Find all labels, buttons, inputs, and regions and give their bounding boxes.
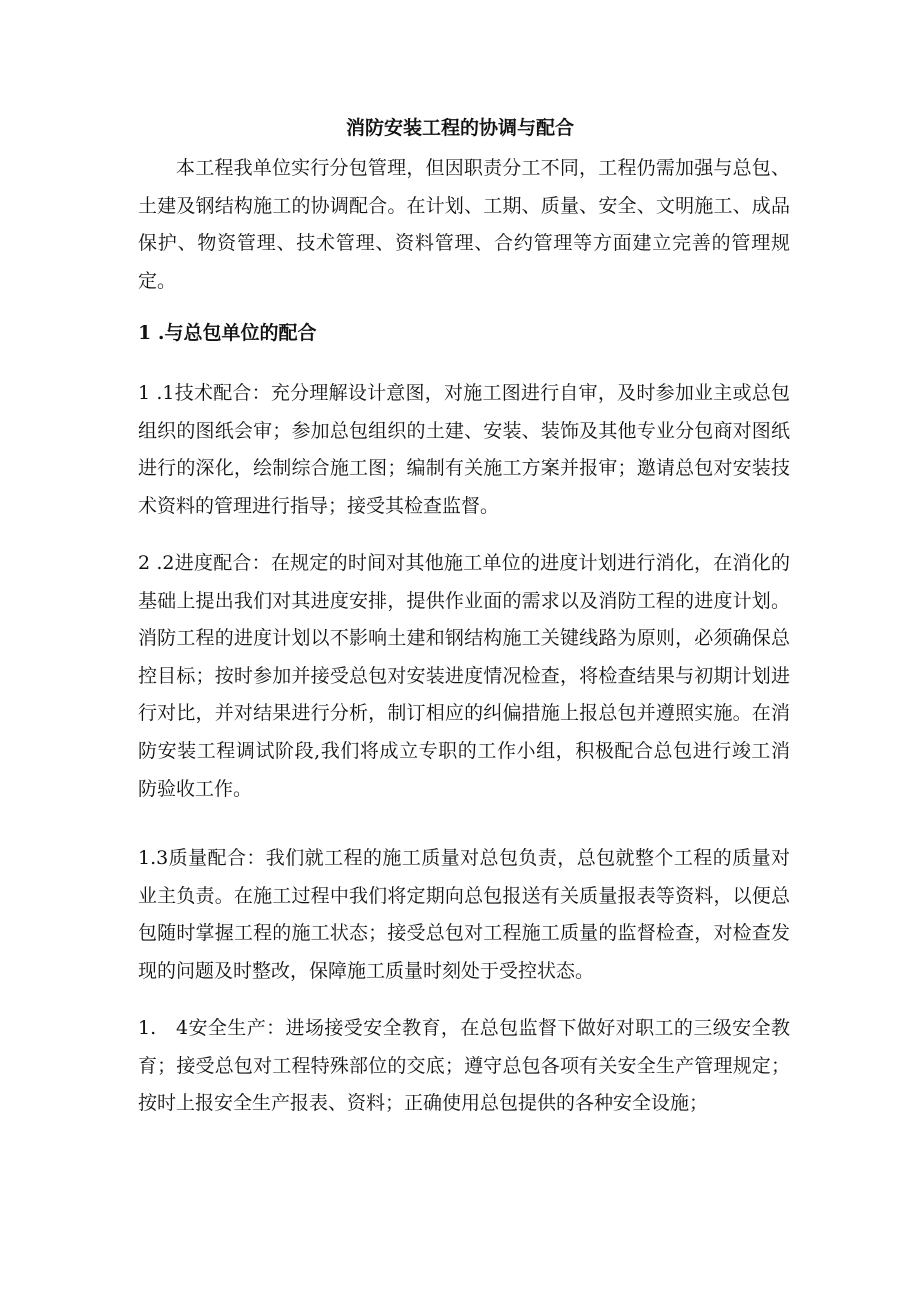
intro-paragraph: 本工程我单位实行分包管理，但因职责分工不同，工程仍需加强与总包、土建及钢结构施工的协调配合。在计划、工期、质量、安全、文明施工、成品保护、物资管理、技术管理、资料管理、合约管理等方面建立完善的管理规定。 (138, 157, 790, 292)
document-title: 消防安装工程的协调与配合 (345, 117, 574, 139)
paragraph-quality-coordination: 1.3质量配合：我们就工程的施工质量对总包负责，总包就整个工程的质量对业主负责。在施工过程中我们将定期向总包报送有关质量报表等资料，以便总包随时掌握工程的施工状态；接受总包对工程施工质量的监督检查，对检查发现的问题及时整改，保障施工质量时刻处于受控状态。 (138, 847, 790, 982)
section-heading: 1 .与总包单位的配合 (138, 322, 317, 344)
paragraph-technical-coordination: 1 .1技术配合：充分理解设计意图，对施工图进行自审，及时参加业主或总包组织的图纸会审；参加总包组织的土建、安装、装饰及其他专业分包商对图纸进行的深化，绘制综合施工图；编制有关施工方案并报审；邀请总包对安装技术资料的管理进行指导；接受其检查监督。 (138, 382, 790, 517)
paragraph-safety-production: 1. 4安全生产：进场接受安全教育，在总包监督下做好对职工的三级安全教育；接受总包对工程特殊部位的交底；遵守总包各项有关安全生产管理规定；按时上报安全生产报表、资料；正确使用总包提供的各种安全设施； (138, 1017, 790, 1115)
paragraph-schedule-coordination: 2 .2进度配合：在规定的时间对其他施工单位的进度计划进行消化，在消化的基础上提出我们对其进度安排，提供作业面的需求以及消防工程的进度计划。消防工程的进度计划以不影响土建和钢结构施工关键线路为原则，必须确保总控目标；按时参加并接受总包对安装进度情况检查，将检查结果与初期计划进行对比，并对结果进行分析，制订相应的纠偏措施上报总包并遵照实施。在消防安装工程调试阶段,我们将成立专职的工作小组，积极配合总包进行竣工消防验收工作。 (138, 552, 790, 800)
